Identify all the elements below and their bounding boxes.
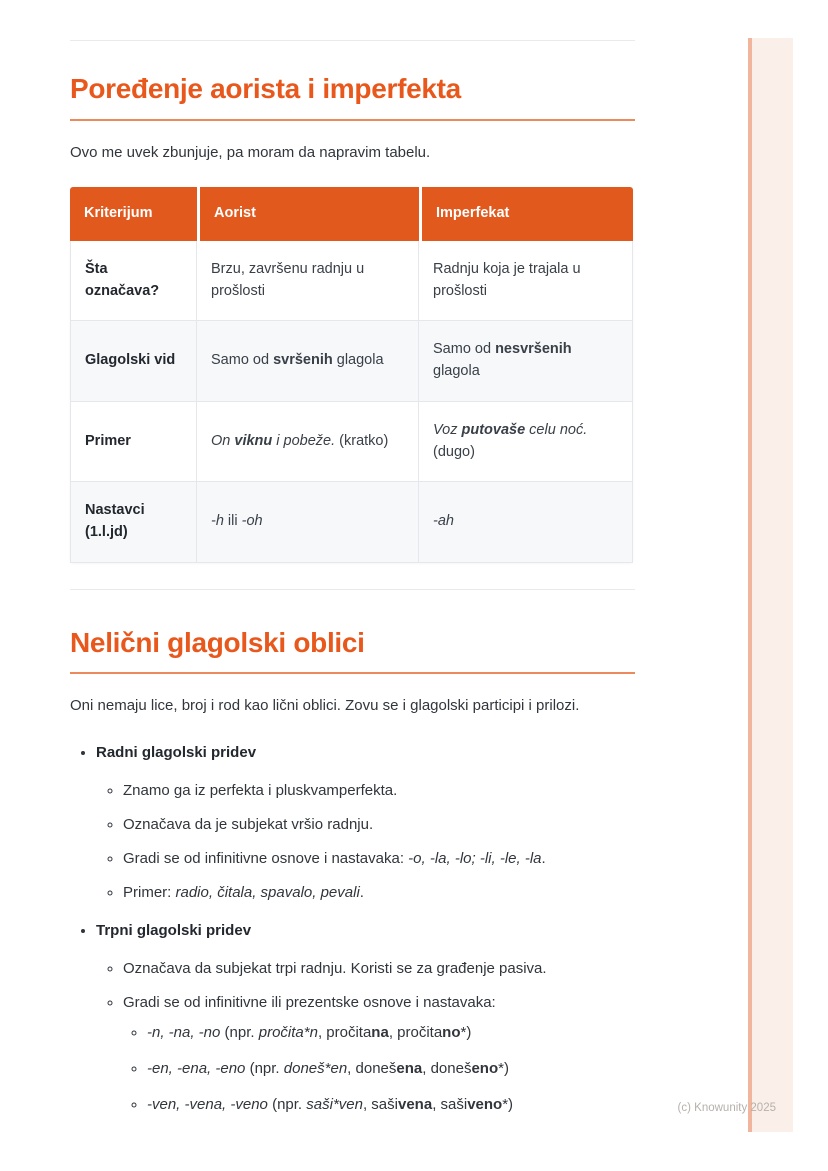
text-segment: , pročita <box>317 1024 372 1042</box>
text-segment: celu noć. <box>525 421 588 438</box>
text-segment: Samo od <box>433 341 496 358</box>
text-segment: ili <box>223 513 242 530</box>
cell-aorist <box>197 241 419 322</box>
table-row <box>70 321 633 402</box>
text-segment: Označava da je subjekat vršio radnju. <box>123 816 374 834</box>
text-segment: Voz <box>433 421 462 438</box>
cell-aorist <box>197 321 419 402</box>
text-segment: Gradi se od infinitivne osnove i nastavaka: <box>123 850 409 868</box>
text-segment: glagola <box>332 352 384 369</box>
text-segment: saši*ven <box>306 1096 363 1114</box>
table-header-cell: Imperfekat <box>419 187 633 241</box>
cell-criterion: Nastavci (1.l.jd) <box>70 482 197 563</box>
text-segment: nesvršenih <box>495 341 572 358</box>
list-item <box>96 742 635 904</box>
table-row <box>70 482 633 563</box>
cell-aorist <box>197 482 419 563</box>
text-segment: -ven, -vena, -veno <box>147 1096 268 1114</box>
text-segment: Označava da subjekat trpi radnju. Koristi se za građenje pasiva. <box>123 960 547 978</box>
text-segment: *) <box>502 1096 514 1114</box>
section-divider <box>70 589 635 590</box>
list-item <box>96 920 635 1116</box>
text-segment: , doneš <box>422 1060 472 1078</box>
text-segment: (npr. <box>267 1096 307 1114</box>
list-item <box>123 814 635 836</box>
sub-list <box>123 1022 635 1116</box>
table-head <box>70 187 633 241</box>
heading-underline <box>70 672 635 674</box>
list-item <box>123 848 635 870</box>
text-segment: vena <box>397 1096 433 1114</box>
text-segment: pročita*n <box>258 1024 318 1042</box>
list-item <box>123 992 635 1116</box>
list-item <box>147 1022 635 1044</box>
section-aorist-imperfekat <box>70 72 635 563</box>
text-segment: -ah <box>433 513 454 530</box>
section-title: Poređenje aorista i imperfekta <box>70 73 461 104</box>
text-segment: , saši <box>362 1096 398 1114</box>
table-body <box>70 241 633 563</box>
cell-imperfekat <box>419 241 633 322</box>
copyright-text: (c) Knowunity 2025 <box>677 1102 776 1114</box>
nonfinite-forms-list <box>70 742 635 1117</box>
text-segment: doneš*en <box>283 1060 348 1078</box>
right-margin-stripe <box>748 38 793 1132</box>
text-segment: no <box>442 1024 461 1042</box>
table-header-cell: Kriterijum <box>70 187 197 241</box>
text-segment: (npr. <box>220 1024 259 1042</box>
text-segment: -en, -ena, -eno <box>147 1060 246 1078</box>
text-segment: -h <box>211 513 224 530</box>
text-segment: viknu <box>234 432 273 449</box>
sub-list <box>96 780 635 904</box>
text-segment: svršenih <box>273 352 333 369</box>
cell-criterion: Primer <box>70 402 197 483</box>
text-segment: veno <box>467 1096 503 1114</box>
section-intro: Oni nemaju lice, broj i rod kao lični oblici. Zovu se i glagolski participi i prilozi. <box>70 697 580 715</box>
text-segment: putovaše <box>461 421 526 438</box>
list-item <box>147 1094 635 1116</box>
cell-imperfekat <box>419 402 633 483</box>
text-segment: -n, -na, -no <box>147 1024 221 1042</box>
text-segment: Samo od <box>211 352 274 369</box>
text-segment: , pročita <box>388 1024 443 1042</box>
cell-imperfekat <box>419 321 633 402</box>
text-segment: Znamo ga iz perfekta i pluskvamperfekta. <box>123 781 398 799</box>
cell-criterion: Šta označava? <box>70 241 197 322</box>
text-segment: *) <box>460 1024 472 1042</box>
list-item <box>123 780 635 802</box>
text-segment: (npr. <box>245 1060 284 1078</box>
text-segment: Primer: <box>123 884 176 902</box>
cell-aorist <box>197 402 419 483</box>
text-segment: *) <box>498 1060 509 1078</box>
text-segment: -oh <box>241 513 263 530</box>
text-segment: , doneš <box>347 1060 397 1078</box>
text-segment: On <box>211 432 235 449</box>
text-segment: ena <box>396 1060 423 1078</box>
text-segment: Brzu, završenu radnju u prošlosti <box>211 260 365 299</box>
list-item-label: Radni glagolski pridev <box>96 743 257 761</box>
sub-list <box>96 958 635 1116</box>
list-item <box>147 1058 635 1080</box>
section-nelicni-oblici <box>70 626 635 1117</box>
text-segment: . <box>359 884 364 902</box>
table-row <box>70 241 633 322</box>
text-segment: , saši <box>432 1096 468 1114</box>
text-segment: Radnju koja je trajala u prošlosti <box>433 260 581 299</box>
section-title: Nelični glagolski oblici <box>70 626 365 658</box>
text-segment: radio, čitala, spavalo, pevali <box>175 884 360 902</box>
heading-underline <box>70 119 635 121</box>
text-segment: Gradi se od infinitivne ili prezentske osnove i nastavaka: <box>123 994 496 1012</box>
top-divider <box>70 40 635 41</box>
text-segment: (dugo) <box>433 443 475 460</box>
cell-imperfekat <box>419 482 633 563</box>
table-header-row <box>70 187 633 241</box>
section-intro: Ovo me uvek zbunjuje, pa moram da napravim tabelu. <box>70 143 431 161</box>
document-content <box>70 0 635 1132</box>
comparison-table <box>70 187 633 563</box>
text-segment: (kratko) <box>335 432 389 449</box>
text-segment: glagola <box>433 363 480 380</box>
cell-criterion: Glagolski vid <box>70 321 197 402</box>
text-segment: . <box>541 850 546 868</box>
list-item-label: Trpni glagolski pridev <box>96 922 252 940</box>
table-header-cell: Aorist <box>197 187 419 241</box>
list-item <box>123 882 635 904</box>
text-segment: i pobeže. <box>272 432 336 449</box>
text-segment: -o, -la, -lo; -li, -le, -la <box>408 850 542 868</box>
text-segment: na <box>371 1024 389 1042</box>
table-row <box>70 402 633 483</box>
list-item <box>123 958 635 980</box>
text-segment: eno <box>471 1060 499 1078</box>
